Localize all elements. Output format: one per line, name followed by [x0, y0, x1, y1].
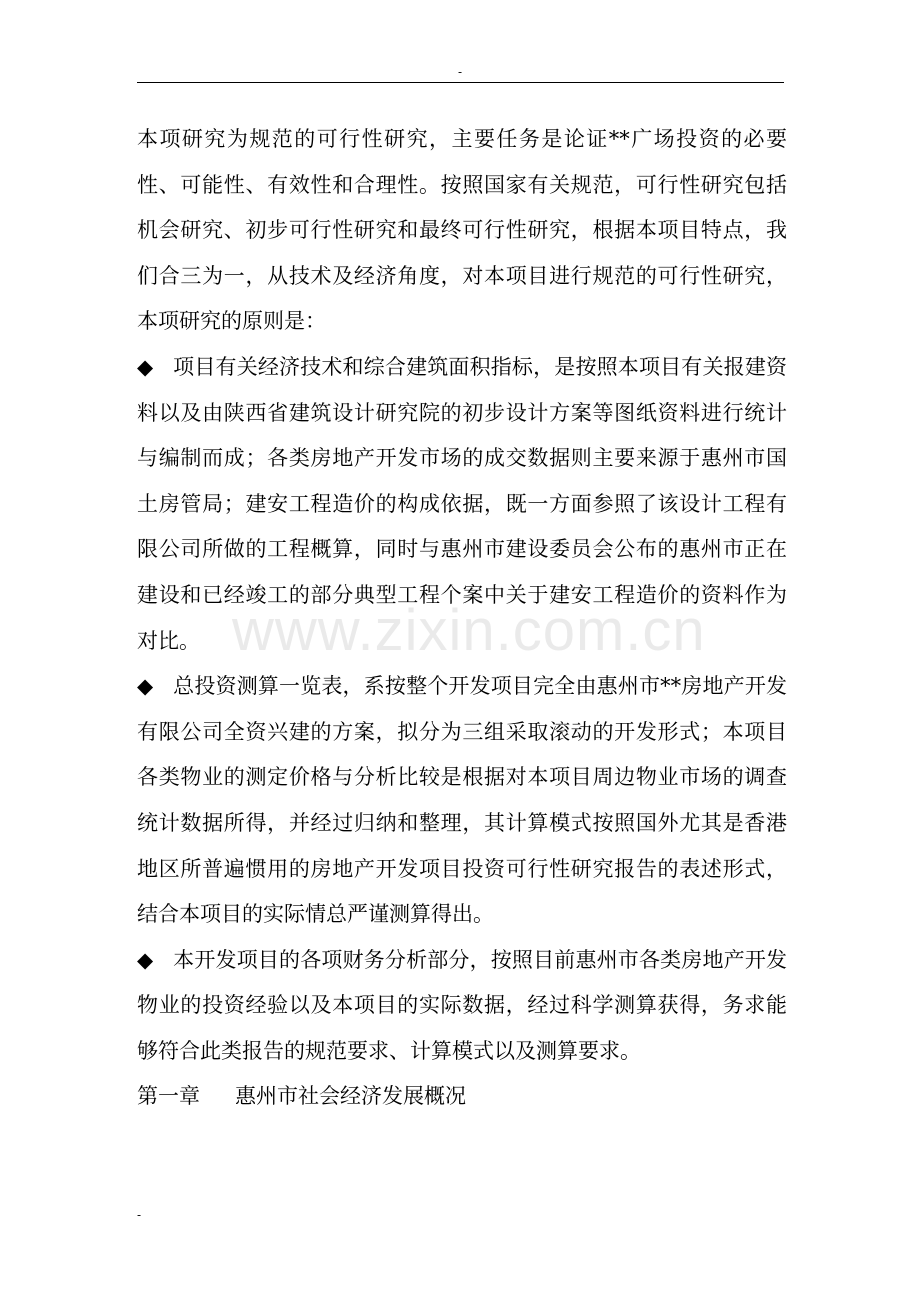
- bullet-text: 总投资测算一览表，系按整个开发项目完全由惠州市**房地产开发有限公司全资兴建的方案，拟分为三组采取滚动的开发形式；本项目各类物业的测定价格与分析比较是根据对本项目周边物业市场的调查统计数据所得，并经过归纳和整理，其计算模式按照国外尤其是香港地区所普遍惯用的房地产开发项目投资可行性研究报告的表述形式，结合本项目的实际情总严谨测算得出。: [137, 674, 787, 927]
- bullet-paragraph-3: [137, 938, 787, 1075]
- chapter-heading: [137, 1074, 787, 1120]
- bullet-text: 本开发项目的各项财务分析部分，按照目前惠州市各类房地产开发物业的投资经验以及本项目的实际数据，经过科学测算获得，务求能够符合此类报告的规范要求、计算模式以及测算要求。: [137, 947, 787, 1063]
- header-mark: -: [457, 65, 463, 79]
- chapter-title: 惠州市社会经济发展概况: [235, 1084, 466, 1109]
- diamond-bullet-icon: ◆: [137, 674, 154, 699]
- diamond-bullet-icon: ◆: [137, 947, 154, 972]
- watermark: www.zixin.com.cn: [232, 598, 706, 663]
- bullet-paragraph-2: [137, 664, 787, 938]
- diamond-bullet-icon: ◆: [137, 354, 154, 379]
- footer-mark: -: [137, 1208, 142, 1222]
- chapter-number: 第一章: [137, 1084, 200, 1109]
- bullet-text: 项目有关经济技术和综合建筑面积指标，是按照本项目有关报建资料以及由陕西省建筑设计研究院的初步设计方案等图纸资料进行统计与编制而成；各类房地产开发市场的成交数据则主要来源于惠州市国土房管局；建安工程造价的构成依据，既一方面参照了该设计工程有限公司所做的工程概算，同时与惠州市建设委员会公布的惠州市正在建设和已经竣工的部分典型工程个案中关于建安工程造价的资料作为对比。: [137, 354, 787, 653]
- header-rule: [137, 82, 784, 83]
- intro-paragraph: 本项研究为规范的可行性研究，主要任务是论证**广场投资的必要性、可能性、有效性和合理性。按照国家有关规范，可行性研究包括机会研究、初步可行性研究和最终可行性研究，根据本项目特点，我们合三为一，从技术及经济角度，对本项目进行规范的可行性研究，本项研究的原则是：: [137, 127, 787, 334]
